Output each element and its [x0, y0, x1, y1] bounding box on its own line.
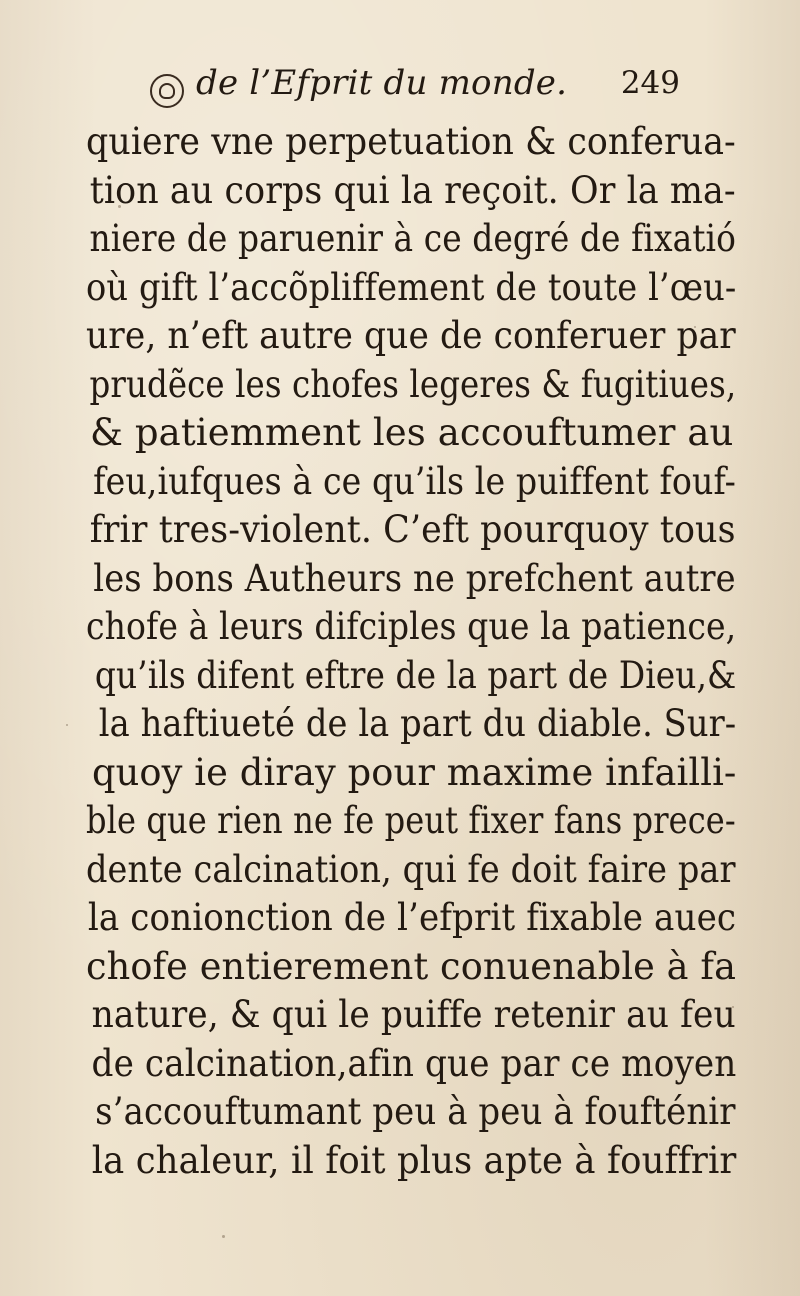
text-line: la conionction de l’efprit fixable auec [87, 896, 737, 939]
text-line: quiere vne perpetuation & conferua- [86, 120, 736, 163]
page-number: 249 [620, 65, 680, 101]
text-line: qu’ils difent eftre de la part de Dieu,& [94, 653, 737, 697]
text-line: la haftiueté de la part du diable. Sur- [98, 702, 737, 745]
text-line: niere de paruenir à ce degré de fixatió [89, 217, 737, 260]
text-line: les bons Autheurs ne prefchent autre [93, 556, 736, 600]
body-text [86, 118, 736, 1185]
text-line: prudẽce les chofes legeres & fugitiues, [89, 362, 737, 406]
text-line: de calcination,afin que par ce moyen [91, 1041, 737, 1085]
header-title: de l’Efprit du monde. [196, 63, 568, 103]
text-line: nature, & qui le puiffe retenir au feu [91, 993, 736, 1036]
paper-speck [118, 205, 121, 208]
paper-speck [66, 724, 68, 726]
text-line: ble que rien ne fe peut fixer fans prece- [86, 799, 736, 842]
text-line: chofe à leurs difciples que la patience, [86, 605, 737, 648]
running-header [150, 62, 680, 112]
text-line: la chaleur, il foit plus apte à fouffrir [91, 1138, 737, 1182]
paper-speck [222, 1235, 225, 1238]
text-line: & patiemment les accouftumer au [90, 411, 734, 454]
text-line: feu,iufques à ce qu’ils le puiffent fouf- [93, 459, 736, 503]
ornament-icon [150, 74, 184, 108]
text-line: tion au corps qui la reçoit. Or la ma- [89, 168, 736, 212]
text-line: chofe entierement conuenable à fa [86, 944, 737, 988]
text-line: quoy ie diray pour maxime infailli- [91, 750, 737, 794]
text-line: où gift l’accõpliffement de toute l’œu- [86, 265, 737, 309]
text-line: dente calcination, qui fe doit faire par [86, 847, 736, 891]
paper-speck [732, 1006, 734, 1008]
paper-speck [694, 326, 696, 328]
text-line: frir tres-violent. C’eft pourquoy tous [89, 508, 736, 551]
text-line: s’accouftumant peu à peu à foufténir [95, 1090, 736, 1133]
text-line: ure, n’eft autre que de conferuer par [86, 314, 736, 357]
